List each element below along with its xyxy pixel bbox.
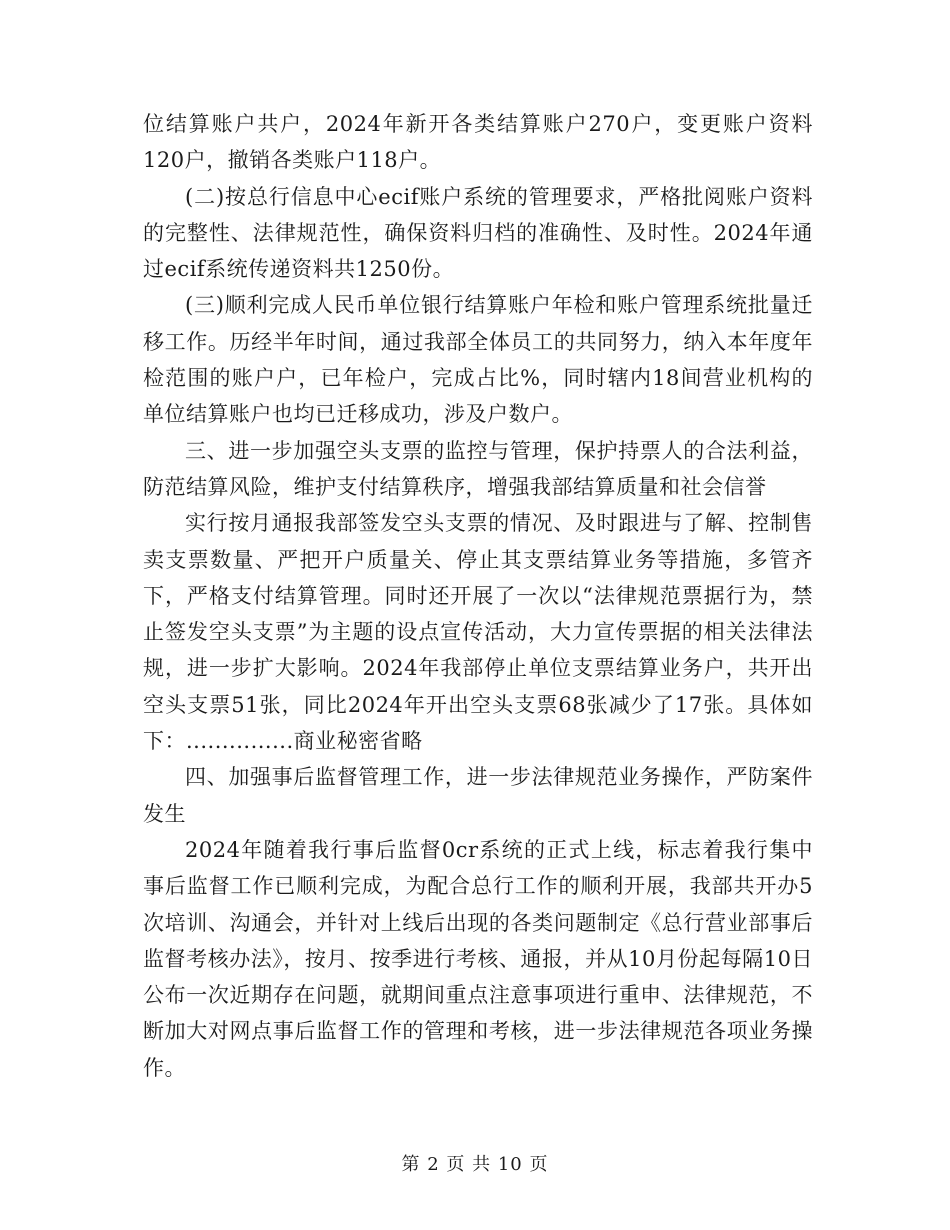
page-number-footer: 第 2 页 共 10 页	[401, 1154, 549, 1175]
paragraph-post-supervision-details: 2024年随着我行事后监督0cr系统的正式上线，标志着我行集中事后监督工作已顺利完成，为配合总行工作的顺利开展，我部共开办5次培训、沟通会，并针对上线后出现的各类问题制定《总行营业部事后监督考核办法》，按月、按季进行考核、通报，并从10月份起每隔10日公布一次近期存在问题，就期间重点注意事项进行重申、法律规范，不断加大对网点事后监督工作的管理和考核，进一步法律规范各项业务操作。	[143, 837, 813, 1080]
paragraph-bounced-check-measures: 实行按月通报我部签发空头支票的情况、及时跟进与了解、控制售卖支票数量、严把开户质量关、停止其支票结算业务等措施，多管齐下，严格支付结算管理。同时还开展了一次以“法律规范票据行为，禁止签发空头支票”为主题的设点宣传活动，大力宣传票据的相关法律法规，进一步扩大影响。2024年我部停止单位支票结算业务户，共开出空头支票51张，同比2024年开出空头支票68张减少了17张。具体如下：...............商业秘密省略	[143, 511, 813, 754]
document-body	[143, 106, 813, 1086]
paragraph-annual-inspection: (三)顺利完成人民币单位银行结算账户年检和账户管理系统批量迁移工作。历经半年时间，通过我部全体员工的共同努力，纳入本年度年检范围的账户户，已年检户，完成占比%，同时辖内18间营业机构的单位结算账户也均已迁移成功，涉及户数户。	[143, 293, 813, 427]
paragraph-account-summary: 位结算账户共户，2024年新开各类结算账户270户，变更账户资料120户，撤销各类账户118户。	[143, 112, 813, 173]
section-heading-bounced-checks: 三、进一步加强空头支票的监控与管理，保护持票人的合法利益，防范结算风险，维护支付结算秩序，增强我部结算质量和社会信誉	[143, 438, 813, 499]
paragraph-ecif-management: (二)按总行信息中心ecif账户系统的管理要求，严格批阅账户资料的完整性、法律规范性，确保资料归档的准确性、及时性。2024年通过ecif系统传递资料共1250份。	[143, 184, 813, 282]
section-heading-post-supervision: 四、加强事后监督管理工作，进一步法律规范业务操作，严防案件发生	[143, 765, 813, 826]
